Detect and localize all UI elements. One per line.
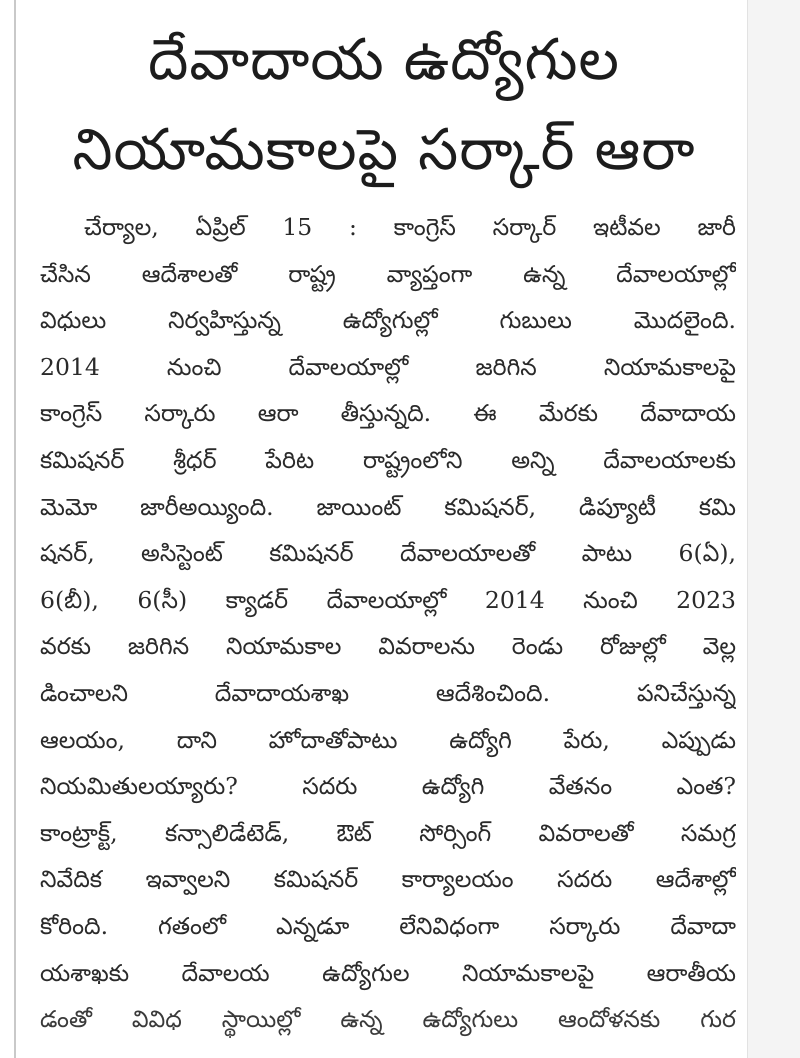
column-rule: [14, 0, 16, 1058]
body-line: చేసిన ఆదేశాలతో రాష్ట్ర వ్యాప్తంగా ఉన్న దేవాలయాల్లో: [40, 259, 736, 288]
body-line: డించాలని దేవాదాయశాఖ ఆదేశించింది. పనిచేస్తున్న: [40, 678, 736, 707]
body-line: కమిషనర్ శ్రీధర్ పేరిట రాష్ట్రంలోని అన్ని దేవాలయాలకు: [40, 445, 736, 474]
body-line: విధులు నిర్వహిస్తున్న ఉద్యోగుల్లో గుబులు మొదలైంది.: [40, 306, 736, 335]
article-body: [40, 204, 736, 1043]
body-line: 2014 నుంచి దేవాలయాల్లో జరిగిన నియామకాలపై: [40, 352, 736, 381]
headline-line-1: దేవాదాయ ఉద్యోగుల: [148, 27, 620, 93]
body-line: నివేదిక ఇవ్వాలని కమిషనర్ కార్యాలయం సదరు ఆదేశాల్లో: [40, 865, 736, 894]
body-line: కాంట్రాక్ట్, కన్సాలిడేటెడ్, ఔట్ సోర్సింగ్ వివరాలతో సమగ్ర: [40, 818, 736, 847]
previous-article-fragment: [178, 0, 208, 5]
body-line: ఆలయం, దాని హోదాతోపాటు ఉద్యోగి పేరు, ఎప్పుడు: [40, 725, 736, 754]
headline-line-2: నియామకాలపై సర్కార్ ఆరా: [72, 117, 696, 183]
body-line: డంతో వివిధ స్థాయిల్లో ఉన్న ఉద్యోగులు ఆందోళనకు గుర: [40, 1005, 736, 1034]
body-line: నియమితులయ్యారు? సదరు ఉద్యోగి వేతనం ఎంత?: [40, 772, 736, 801]
body-line: కాంగ్రెస్ సర్కారు ఆరా తీస్తున్నది. ఈ మేరకు దేవాదాయ: [40, 399, 736, 428]
body-line: 6(బీ), 6(సీ) క్యాడర్ దేవాలయాల్లో 2014 నుంచి 2023: [40, 585, 736, 614]
body-line: మెమో జారీఅయ్యింది. జాయింట్ కమిషనర్, డిప్యూటీ కమి: [40, 492, 736, 521]
news-clipping: [28, 0, 740, 1058]
body-line: షనర్, అసిస్టెంట్ కమిషనర్ దేవాలయాలతో పాటు 6(ఏ),: [40, 539, 736, 568]
page-margin: [747, 0, 800, 1058]
body-line: చేర్యాల, ఏప్రిల్ 15 : కాంగ్రెస్ సర్కార్ ఇటీవల జారీ: [84, 213, 736, 241]
body-line: వరకు జరిగిన నియామకాల వివరాలను రెండు రోజుల్లో వెల్ల: [40, 632, 736, 661]
body-line: యశాఖకు దేవాలయ ఉద్యోగుల నియామకాలపై ఆరాతీయ: [40, 958, 736, 987]
body-line: కోరింది. గతంలో ఎన్నడూ లేనివిధంగా సర్కారు దేవాదా: [40, 911, 736, 940]
